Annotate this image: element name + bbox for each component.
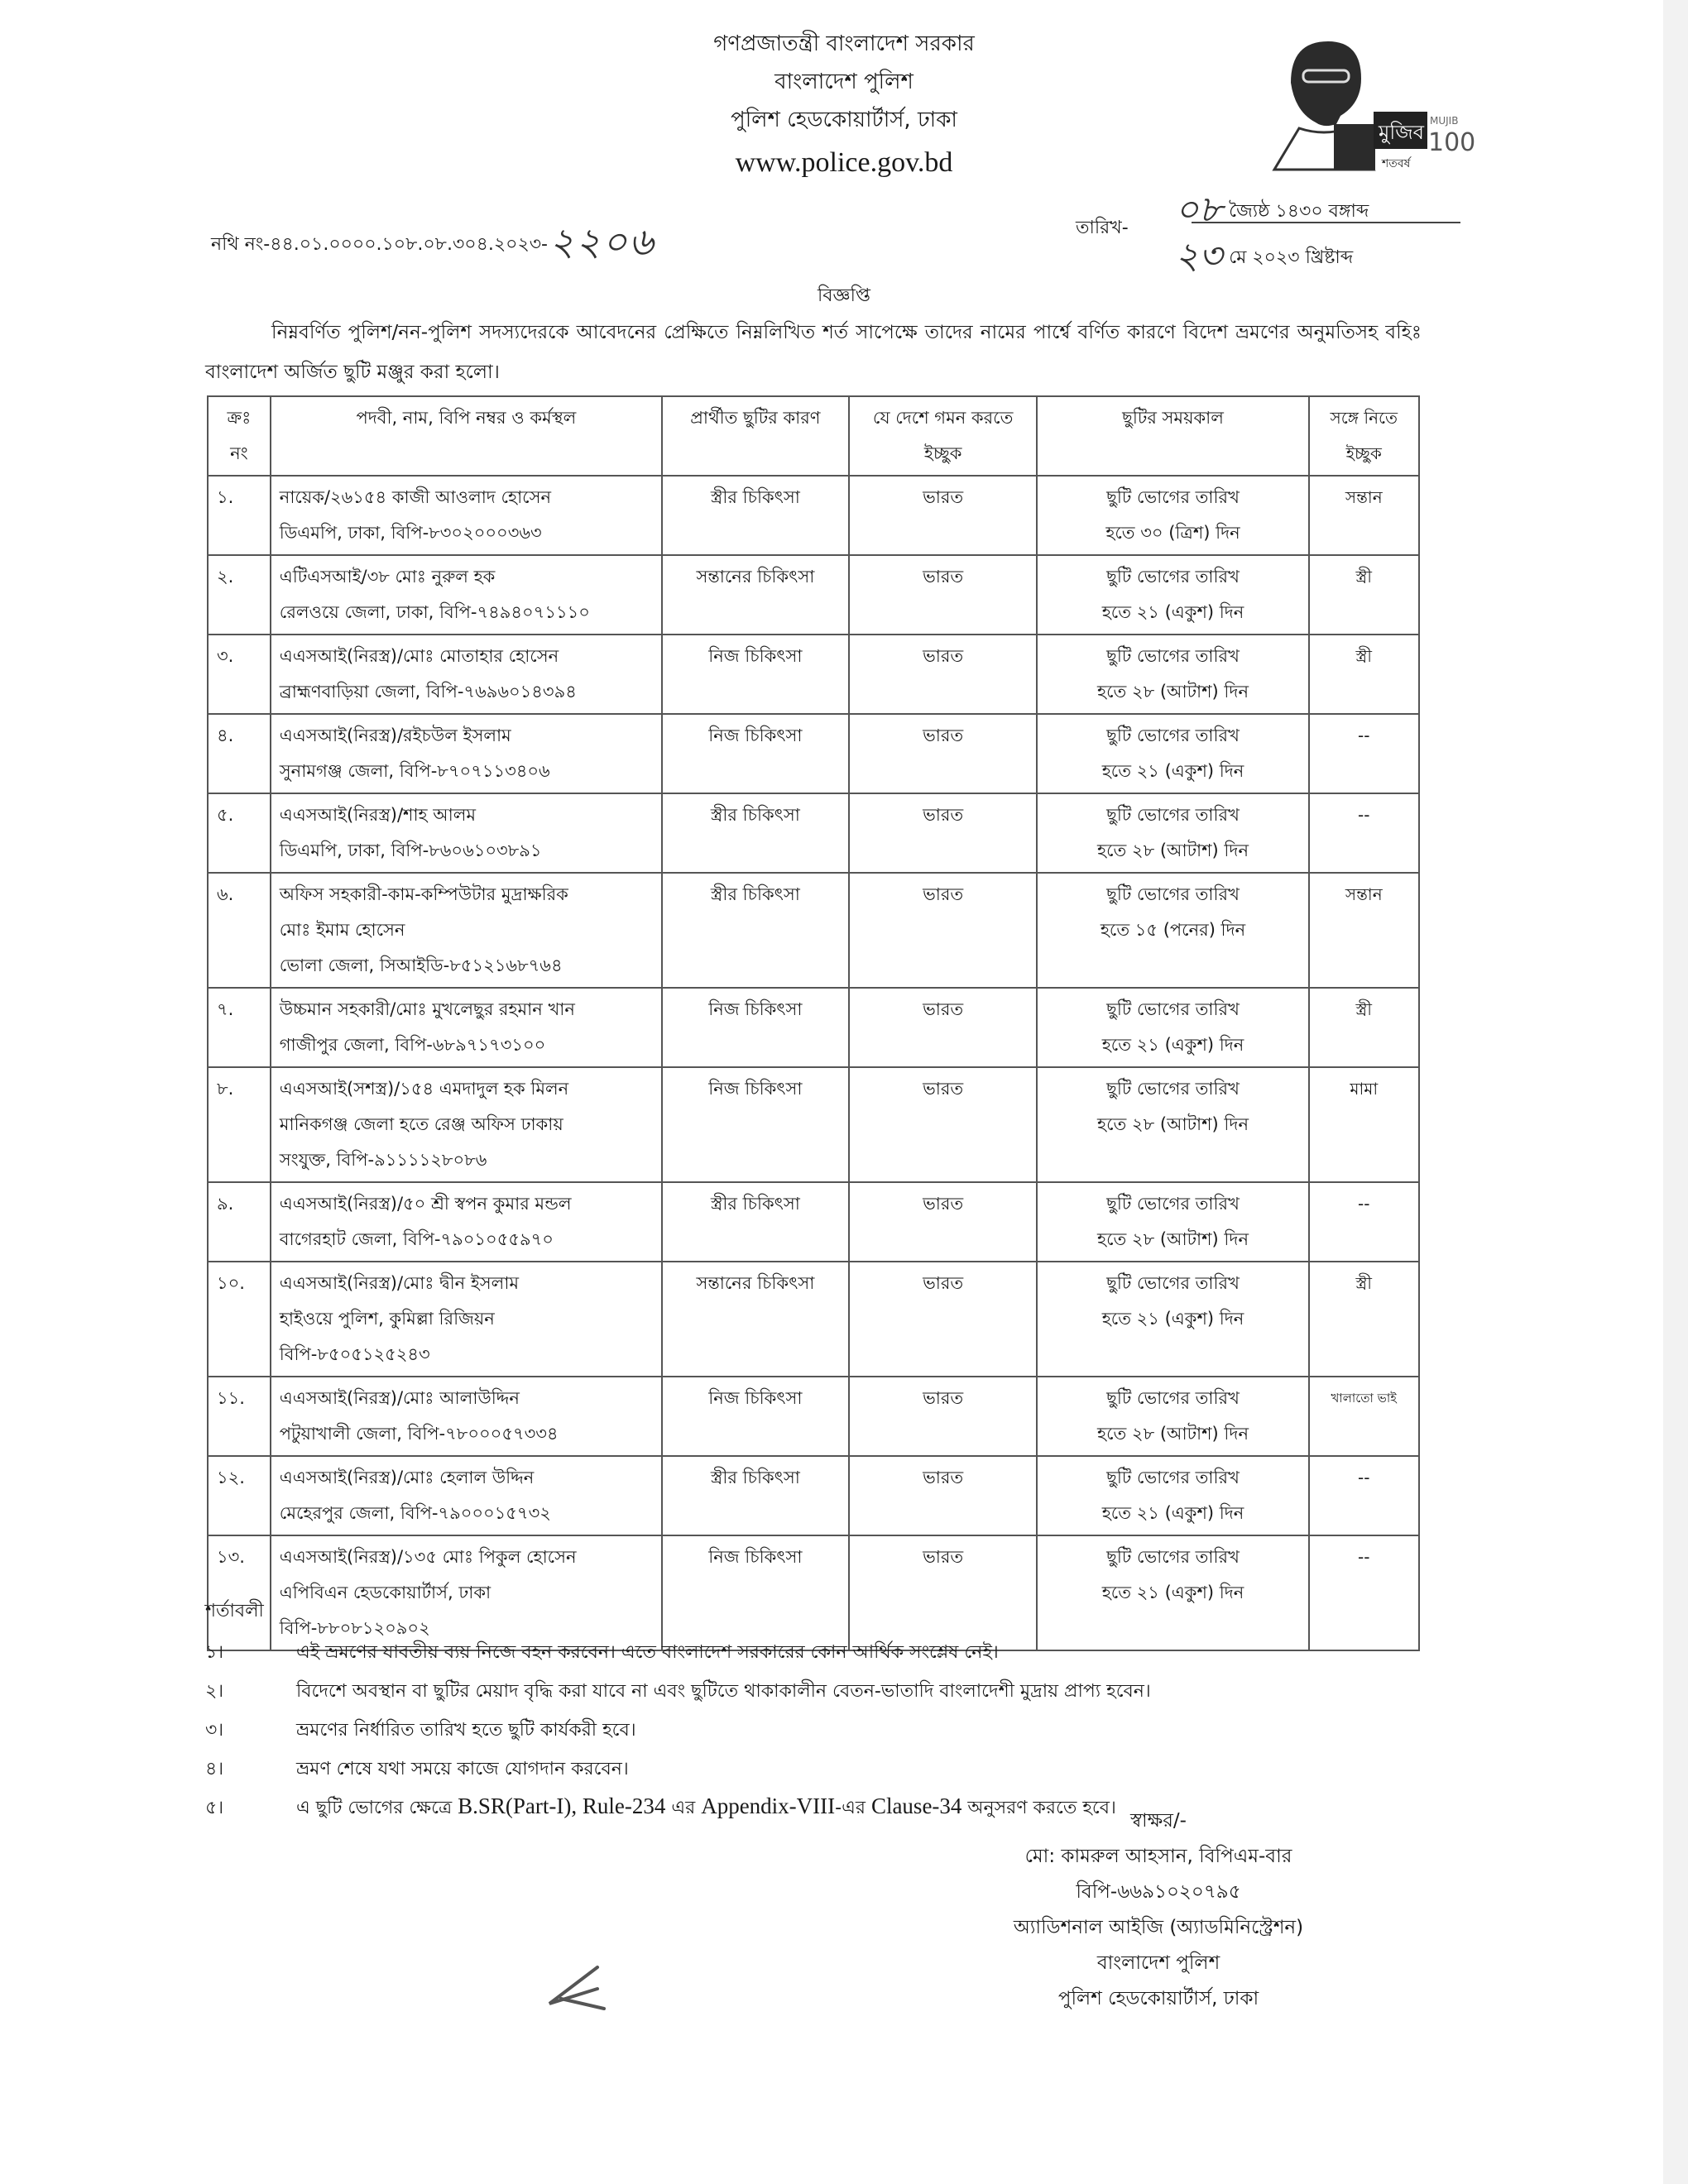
cell-name (271, 555, 662, 635)
cell-reason: স্ত্রীর চিকিৎসা (662, 793, 849, 873)
greg-day-handwritten: ২৩ (1175, 235, 1223, 277)
cell-period-line: ছুটি ভোগের তারিখ (1106, 1547, 1240, 1567)
leave-table (207, 395, 1420, 1651)
cell-name-line: এএসআই(নিরস্ত্র)/শাহ আলম (279, 805, 477, 825)
cell-name (271, 1067, 662, 1182)
cell-period (1037, 1377, 1308, 1456)
cell-name-line: পটুয়াখালী জেলা, বিপি-৭৮০০০৫৭৩৩৪ (279, 1424, 559, 1444)
date-block (1076, 182, 1465, 277)
signatory-name: মো: কামরুল আহসান, বিপিএম-বার (1024, 1846, 1292, 1867)
cell-country: ভারত (849, 555, 1038, 635)
signatory-designation: অ্যাডিশনাল আইজি (অ্যাডমিনিস্ট্রেশন) (1013, 1917, 1304, 1938)
cell-period-line: হতে ২১ (একুশ) দিন (1101, 761, 1244, 781)
cell-serial: ৫. (208, 793, 271, 873)
cell-period-line: হতে ২৮ (আটাশ) দিন (1097, 682, 1249, 702)
cell-country: ভারত (849, 1262, 1038, 1377)
cell-period-line: ছুটি ভোগের তারিখ (1106, 726, 1240, 745)
cell-name-line: নায়েক/২৬১৫৪ কাজী আওলাদ হোসেন (279, 487, 551, 507)
condition-text: এই ভ্রমণের যাবতীয় ব্যয় নিজে বহন করবেন। এতে বাংলাদেশ সরকারের কোন আর্থিক সংশ্লেষ নেই। (296, 1642, 999, 1663)
memo-prefix: নথি নং-৪৪.০১.০০০০.১০৮.০৮.৩০৪.২০২৩- (211, 234, 548, 255)
cell-name-line: এএসআই(সশস্ত্র)/১৫৪ এমদাদুল হক মিলন (279, 1079, 569, 1099)
cell-period-line: হতে ১৫ (পনের) দিন (1100, 920, 1246, 940)
cell-name (271, 1182, 662, 1262)
bangla-day-handwritten: ০৮ (1175, 189, 1223, 231)
condition-number: ৩। (205, 1720, 224, 1741)
page-edge (1663, 0, 1688, 2184)
table-row (208, 1182, 1419, 1262)
office-name: পুলিশ হেডকোয়ার্টার্স, ঢাকা (731, 108, 957, 132)
cell-name-line: এটিএসআই/৩৮ মোঃ নুরুল হক (279, 567, 496, 587)
cell-period-line: হতে ২১ (একুশ) দিন (1101, 1035, 1244, 1055)
condition-number: ২। (205, 1681, 224, 1702)
cell-serial: ১১. (208, 1377, 271, 1456)
cell-period-line: হতে ২১ (একুশ) দিন (1101, 1583, 1244, 1602)
cell-period (1037, 1182, 1308, 1262)
cell-period-line: হতে ২৮ (আটাশ) দিন (1097, 1229, 1249, 1249)
cell-country: ভারত (849, 1182, 1038, 1262)
cell-period (1037, 555, 1308, 635)
cell-name-line: ডিএমপি, ঢাকা, বিপি-৮৩০২০০০৩৬৩ (279, 523, 542, 543)
cell-serial: ৮. (208, 1067, 271, 1182)
cell-name-line: ভোলা জেলা, সিআইডি-৮৫১২১৬৮৭৬৪ (279, 956, 563, 975)
cell-period-line: হতে ২১ (একুশ) দিন (1101, 602, 1244, 622)
cell-name (271, 988, 662, 1067)
cell-name-line: ডিএমপি, ঢাকা, বিপি-৮৬০৬১০৩৮৯১ (279, 841, 542, 860)
cell-name-line: এএসআই(নিরস্ত্র)/মোঃ মোতাহার হোসেন (279, 646, 559, 666)
cell-period-line: ছুটি ভোগের তারিখ (1106, 1273, 1240, 1293)
table-row (208, 1262, 1419, 1377)
signed-mark: স্বাক্ষর/- (1129, 1810, 1187, 1832)
cell-name-line: এএসআই(নিরস্ত্র)/মোঃ হেলাল উদ্দিন (279, 1468, 535, 1487)
cell-period-line: হতে ২৮ (আটাশ) দিন (1097, 1114, 1249, 1134)
table-row (208, 555, 1419, 635)
table-row (208, 476, 1419, 555)
cell-reason: নিজ চিকিৎসা (662, 1535, 849, 1650)
cell-country: ভারত (849, 714, 1038, 793)
table-row (208, 988, 1419, 1067)
cell-name-line: মেহেরপুর জেলা, বিপি-৭৯০০০১৫৭৩২ (279, 1503, 551, 1523)
clause-reference: Clause-34 (870, 1794, 962, 1818)
cell-period-line: ছুটি ভোগের তারিখ (1106, 646, 1240, 666)
cell-reason: নিজ চিকিৎসা (662, 1067, 849, 1182)
website-link[interactable]: www.police.gov.bd (735, 147, 953, 178)
signatory-office: পুলিশ হেডকোয়ার্টার্স, ঢাকা (1057, 1988, 1259, 2009)
condition-text: ভ্রমণ শেষে যথা সময়ে কাজে যোগদান করবেন। (296, 1759, 629, 1779)
table-row (208, 714, 1419, 793)
cell-companion: -- (1309, 1456, 1419, 1535)
cell-period-line: ছুটি ভোগের তারিখ (1106, 884, 1240, 904)
cell-reason: স্ত্রীর চিকিৎসা (662, 873, 849, 988)
logo-bangla-text: মুজিব (1379, 121, 1425, 144)
table-row (208, 1377, 1419, 1456)
table-body (208, 476, 1419, 1650)
intro-paragraph: নিম্নবর্ণিত পুলিশ/নন-পুলিশ সদস্যদেরকে আবেদনের প্রেক্ষিতে নিম্নলিখিত শর্ত সাপেক্ষে তাদের নামের পার্শ্বে বর্ণিত কারণে বিদেশ ভ্রমণের অনুমতিসহ বহিঃ বাংলাদেশ অর্জিত ছুটি মঞ্জুর করা হলো। (205, 322, 1422, 383)
cell-name (271, 1377, 662, 1456)
cell-companion: -- (1309, 714, 1419, 793)
col-serial: ক্রঃ নং (208, 396, 271, 476)
cell-name-line: ব্রাহ্মণবাড়িয়া জেলা, বিপি-৭৬৯৬০১৪৩৯৪ (279, 682, 577, 702)
cell-period-line: ছুটি ভোগের তারিখ (1106, 1194, 1240, 1214)
date-divider (1192, 222, 1460, 223)
bangla-month-year: জ্যৈষ্ঠ ১৪৩০ বঙ্গাব্দ (1229, 201, 1369, 222)
condition-text-part: -এর (835, 1798, 871, 1818)
cell-period (1037, 714, 1308, 793)
table-row (208, 635, 1419, 714)
cell-name-line: এএসআই(নিরস্ত্র)/১৩৫ মোঃ পিকুল হোসেন (279, 1547, 577, 1567)
cell-name-line: সুনামগঞ্জ জেলা, বিপি-৮৭০৭১১৩৪০৬ (279, 761, 550, 781)
condition-text-part: এ ছুটি ভোগের ক্ষেত্রে (296, 1798, 458, 1818)
cell-period-line: হতে ২১ (একুশ) দিন (1101, 1503, 1244, 1523)
govt-name: গণপ্রজাতন্ত্রী বাংলাদেশ সরকার (713, 31, 975, 56)
signatory-org: বাংলাদেশ পুলিশ (1096, 1952, 1220, 1974)
mujib-100-logo-icon (1258, 33, 1476, 174)
appendix-reference: Appendix-VIII (701, 1794, 836, 1818)
cell-country: ভারত (849, 1456, 1038, 1535)
condition-item (205, 1712, 1430, 1751)
cell-period (1037, 873, 1308, 988)
condition-text: বিদেশে অবস্থান বা ছুটির মেয়াদ বৃদ্ধি করা যাবে না এবং ছুটিতে থাকাকালীন বেতন-ভাতাদি বাংলাদেশী মুদ্রায় প্রাপ্য হবেন। (296, 1681, 1151, 1702)
condition-text: ভ্রমণের নির্ধারিত তারিখ হতে ছুটি কার্যকরী হবে। (296, 1720, 636, 1741)
cell-companion: খালাতো ভাই (1309, 1377, 1419, 1456)
cell-companion: স্ত্রী (1309, 635, 1419, 714)
conditions-title: শর্তাবলী (205, 1601, 264, 1621)
cell-period (1037, 1456, 1308, 1535)
cell-name-line: বাগেরহাট জেলা, বিপি-৭৯০১০৫৫৯৭০ (279, 1229, 554, 1249)
cell-name (271, 714, 662, 793)
signatory-bp: বিপি-৬৬৯১০২০৭৯৫ (1076, 1881, 1241, 1903)
cell-companion: সন্তান (1309, 873, 1419, 988)
col-period: ছুটির সময়কাল (1037, 396, 1308, 476)
memo-handwritten-number: ২২০৬ (549, 219, 655, 264)
cell-reason: স্ত্রীর চিকিৎসা (662, 1182, 849, 1262)
cell-period (1037, 793, 1308, 873)
condition-item (205, 1673, 1430, 1712)
cell-period-line: হতে ২৮ (আটাশ) দিন (1097, 1424, 1249, 1444)
cell-period-line: হতে ৩০ (ত্রিশ) দিন (1105, 523, 1240, 543)
greg-month-year: মে ২০২৩ খ্রিষ্টাব্দ (1229, 247, 1354, 268)
cell-reason: সন্তানের চিকিৎসা (662, 555, 849, 635)
table-row (208, 873, 1419, 988)
cell-period-line: হতে ২১ (একুশ) দিন (1101, 1309, 1244, 1329)
condition-text-part: এর (665, 1798, 702, 1818)
cell-name-line: বিপি-৮৫০৫১২৫২৪৩ (279, 1344, 430, 1364)
memo-number (211, 213, 655, 276)
cell-reason: স্ত্রীর চিকিৎসা (662, 1456, 849, 1535)
cell-name (271, 1262, 662, 1377)
signature-block (960, 1803, 1357, 2017)
cell-serial: ১০. (208, 1262, 271, 1377)
condition-item (205, 1751, 1430, 1789)
cell-period-line: ছুটি ভোগের তারিখ (1106, 487, 1240, 507)
cell-period (1037, 1262, 1308, 1377)
cell-period-line: হতে ২৮ (আটাশ) দিন (1097, 841, 1249, 860)
cell-name-line: মানিকগঞ্জ জেলা হতে রেঞ্জ অফিস ঢাকায় (279, 1114, 563, 1134)
cell-period-line: ছুটি ভোগের তারিখ (1106, 1388, 1240, 1408)
cell-companion: স্ত্রী (1309, 1262, 1419, 1377)
cell-name-line: গাজীপুর জেলা, বিপি-৬৮৯৭১৭৩১০০ (279, 1035, 546, 1055)
cell-period-line: ছুটি ভোগের তারিখ (1106, 999, 1240, 1019)
cell-name-line: অফিস সহকারী-কাম-কম্পিউটার মুদ্রাক্ষরিক (279, 884, 568, 904)
cell-serial: ৭. (208, 988, 271, 1067)
condition-number: ৫। (205, 1798, 224, 1818)
cell-country: ভারত (849, 1535, 1038, 1650)
cell-period (1037, 1067, 1308, 1182)
cell-country: ভারত (849, 988, 1038, 1067)
col-companion: সঙ্গে নিতে ইচ্ছুক (1309, 396, 1419, 476)
cell-serial: ২. (208, 555, 271, 635)
cell-period-line: ছুটি ভোগের তারিখ (1106, 1468, 1240, 1487)
cell-reason: স্ত্রীর চিকিৎসা (662, 476, 849, 555)
condition-number: ১। (205, 1642, 224, 1663)
cell-country: ভারত (849, 635, 1038, 714)
cell-serial: ৯. (208, 1182, 271, 1262)
initial-signature-icon (546, 1961, 621, 2010)
cell-reason: নিজ চিকিৎসা (662, 1377, 849, 1456)
cell-companion: -- (1309, 793, 1419, 873)
cell-reason: নিজ চিকিৎসা (662, 714, 849, 793)
cell-name (271, 476, 662, 555)
cell-serial: ১২. (208, 1456, 271, 1535)
cell-period-line: ছুটি ভোগের তারিখ (1106, 567, 1240, 587)
cell-companion: মামা (1309, 1067, 1419, 1182)
col-name: পদবী, নাম, বিপি নম্বর ও কর্মস্থল (271, 396, 662, 476)
condition-number: ৪। (205, 1759, 224, 1779)
cell-reason: সন্তানের চিকিৎসা (662, 1262, 849, 1377)
table-row (208, 793, 1419, 873)
cell-reason: নিজ চিকিৎসা (662, 988, 849, 1067)
cell-country: ভারত (849, 1067, 1038, 1182)
cell-country: ভারত (849, 476, 1038, 555)
cell-period-line: ছুটি ভোগের তারিখ (1106, 805, 1240, 825)
table-row (208, 1067, 1419, 1182)
cell-reason: নিজ চিকিৎসা (662, 635, 849, 714)
cell-name (271, 635, 662, 714)
gregorian-date (1175, 228, 1353, 289)
condition-text-part: অনুসরণ করতে হবে। (961, 1798, 1116, 1818)
table-row (208, 1456, 1419, 1535)
cell-country: ভারত (849, 1377, 1038, 1456)
cell-name (271, 1456, 662, 1535)
cell-period (1037, 635, 1308, 714)
logo-sub-text: শতবর্ষ (1382, 157, 1411, 170)
cell-name-line: এএসআই(নিরস্ত্র)/মোঃ আলাউদ্দিন (279, 1388, 520, 1408)
logo-en-text: MUJIB (1430, 115, 1459, 127)
cell-serial: ৩. (208, 635, 271, 714)
cell-companion: -- (1309, 1182, 1419, 1262)
cell-name (271, 873, 662, 988)
condition-item (205, 1634, 1430, 1673)
cell-country: ভারত (849, 873, 1038, 988)
cell-name-line: সংযুক্ত, বিপি-৯১১১১২৮০৮৬ (279, 1150, 487, 1170)
logo-number: 100 (1428, 128, 1476, 157)
cell-companion: সন্তান (1309, 476, 1419, 555)
cell-name-line: হাইওয়ে পুলিশ, কুমিল্লা রিজিয়ন (279, 1309, 495, 1329)
cell-period (1037, 476, 1308, 555)
col-reason: প্রার্থীত ছুটির কারণ (662, 396, 849, 476)
cell-name-line: বিপি-৮৮০৮১২০৯০২ (279, 1618, 430, 1638)
cell-companion: স্ত্রী (1309, 988, 1419, 1067)
cell-country: ভারত (849, 793, 1038, 873)
cell-name-line: উচ্চমান সহকারী/মোঃ মুখলেছুর রহমান খান (279, 999, 575, 1019)
cell-name-line: এএসআই(নিরস্ত্র)/৫০ শ্রী স্বপন কুমার মন্ডল (279, 1194, 572, 1214)
cell-serial: ৪. (208, 714, 271, 793)
col-country: যে দেশে গমন করতে ইচ্ছুক (849, 396, 1038, 476)
cell-name-line: এএসআই(নিরস্ত্র)/মোঃ দ্বীন ইসলাম (279, 1273, 520, 1293)
conditions-list (205, 1634, 1430, 1828)
rule-reference: B.SR(Part-I), Rule-234 (458, 1794, 666, 1818)
cell-serial: ৬. (208, 873, 271, 988)
cell-name-line: এএসআই(নিরস্ত্র)/রইচউল ইসলাম (279, 726, 511, 745)
cell-period-line: ছুটি ভোগের তারিখ (1106, 1079, 1240, 1099)
cell-serial: ১৩. (208, 1535, 271, 1650)
table-header-row (208, 396, 1419, 476)
cell-name-line: রেলওয়ে জেলা, ঢাকা, বিপি-৭৪৯৪০৭১১১০ (279, 602, 590, 622)
cell-serial: ১. (208, 476, 271, 555)
dept-name: বাংলাদেশ পুলিশ (774, 69, 914, 94)
cell-name-line: মোঃ ইমাম হোসেন (279, 920, 405, 940)
cell-name (271, 793, 662, 873)
cell-companion: -- (1309, 1535, 1419, 1650)
cell-name-line: এপিবিএন হেডকোয়ার্টার্স, ঢাকা (279, 1583, 492, 1602)
notice-title: বিজ্ঞপ্তি (818, 285, 870, 306)
cell-companion: স্ত্রী (1309, 555, 1419, 635)
cell-period (1037, 988, 1308, 1067)
date-label: তারিখ- (1076, 218, 1129, 238)
